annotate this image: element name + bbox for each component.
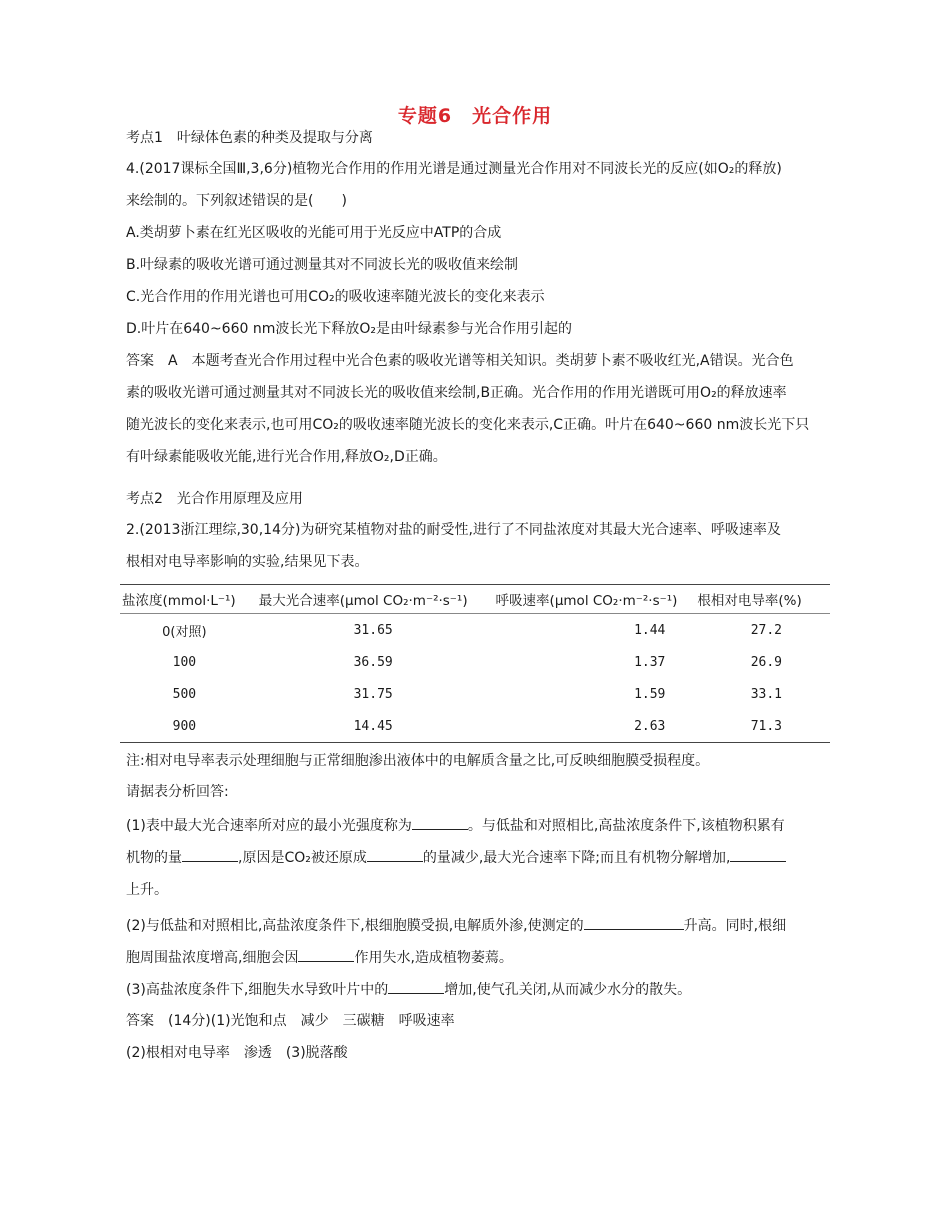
table-header-row	[120, 585, 830, 614]
results-table	[120, 584, 830, 743]
question-4-option-d: D.叶片在640~660 nm波长光下释放O₂是由叶绿素参与光合作用引起的	[126, 321, 572, 337]
question-4-answer-line1: 答案 A 本题考查光合作用过程中光合色素的吸收光谱等相关知识。类胡萝卜素不吸收红光,A错误。光合色	[126, 353, 794, 369]
question-4-option-c: C.光合作用的作用光谱也可用CO₂的吸收速率随光波长的变化来表示	[126, 289, 545, 305]
question-4-stem-line2: 来绘制的。下列叙述错误的是( )	[126, 193, 347, 209]
answer-blank[interactable]	[730, 847, 786, 862]
table-header-max-photosynthesis: 最大光合速率(μmol CO₂·m⁻²·s⁻¹)	[249, 585, 478, 614]
answer-blank[interactable]	[584, 915, 684, 930]
table-cell-salt: 100	[172, 654, 197, 670]
table-header-salt: 盐浓度(mmol·L⁻¹)	[120, 585, 249, 614]
part-1-line3: 上升。	[126, 882, 168, 898]
question-4-option-b: B.叶绿素的吸收光谱可通过测量其对不同波长光的吸收值来绘制	[126, 257, 519, 273]
table-row	[120, 614, 830, 647]
table-cell-salt: 900	[120, 710, 249, 743]
table-cell-conductivity: 26.9	[750, 654, 782, 670]
table-header-conductivity: 根相对电导率(%)	[695, 585, 830, 614]
question-2-stem-line1: 2.(2013浙江理综,30,14分)为研究某植物对盐的耐受性,进行了不同盐浓度对其最大光合速率、呼吸速率及	[126, 522, 781, 538]
part-2-line2	[126, 947, 826, 968]
answer-blank[interactable]	[367, 847, 423, 862]
question-4-answer-line2: 素的吸收光谱可通过测量其对不同波长光的吸收值来绘制,B正确。光合作用的作用光谱既可用O₂的释放速率	[126, 385, 787, 401]
question-2-answer-line1: 答案 (14分)(1)光饱和点 减少 三碳糖 呼吸速率	[126, 1013, 455, 1029]
table-cell-respiration: 1.37	[634, 654, 666, 670]
table-cell-max-photosynthesis: 31.75	[353, 686, 393, 702]
part-1-text-a: (1)表中最大光合速率所对应的最小光强度称为	[126, 818, 412, 834]
analysis-prompt: 请据表分析回答:	[126, 784, 229, 800]
page-title: 专题6 光合作用	[397, 105, 553, 127]
table-row	[120, 710, 830, 743]
table-cell-salt: 500	[172, 686, 197, 702]
answer-blank[interactable]	[412, 815, 468, 830]
section-heading-1: 考点1 叶绿体色素的种类及提取与分离	[126, 130, 373, 146]
table-row	[120, 678, 830, 710]
answer-blank[interactable]	[182, 847, 238, 862]
part-2-line1	[126, 915, 826, 936]
question-2-answer-line2: (2)根相对电导率 渗透 (3)脱落酸	[126, 1045, 348, 1061]
question-4-stem-line1: 4.(2017课标全国Ⅲ,3,6分)植物光合作用的作用光谱是通过测量光合作用对不同波长光的反应(如O₂的释放)	[126, 161, 782, 177]
part-1-text-e: 的量减少,最大光合速率下降;而且有机物分解增加,	[422, 850, 731, 866]
table-note: 注:相对电导率表示处理细胞与正常细胞渗出液体中的电解质含量之比,可反映细胞膜受损程度。	[126, 753, 710, 769]
part-3-line1	[126, 979, 826, 1000]
question-2-stem-line2: 根相对电导率影响的实验,结果见下表。	[126, 554, 369, 570]
part-2-text-b: 升高。同时,根细	[683, 918, 787, 934]
table-cell-conductivity: 71.3	[695, 710, 830, 743]
table-cell-max-photosynthesis: 36.59	[353, 654, 393, 670]
part-2-text-d: 作用失水,造成植物萎蔫。	[354, 950, 513, 966]
table-cell-respiration: 1.59	[634, 686, 666, 702]
table-row	[120, 646, 830, 678]
table-cell-respiration: 2.63	[478, 710, 696, 743]
table-cell-max-photosynthesis: 14.45	[249, 710, 478, 743]
question-4-answer-line3: 随光波长的变化来表示,也可用CO₂的吸收速率随光波长的变化来表示,C正确。叶片在640~660 nm波长光下只	[126, 417, 810, 433]
question-4-answer-line4: 有叶绿素能吸收光能,进行光合作用,释放O₂,D正确。	[126, 449, 447, 465]
part-2-text-c: 胞周围盐浓度增高,细胞会因	[126, 950, 299, 966]
question-4-option-a: A.类胡萝卜素在红光区吸收的光能可用于光反应中ATP的合成	[126, 225, 502, 241]
section-heading-2: 考点2 光合作用原理及应用	[126, 491, 303, 507]
table-cell-respiration: 1.44	[634, 622, 666, 638]
table-cell-conductivity: 33.1	[750, 686, 782, 702]
part-1-text-b: 。与低盐和对照相比,高盐浓度条件下,该植物积累有	[467, 818, 785, 834]
part-1-line1	[126, 815, 826, 836]
part-2-text-a: (2)与低盐和对照相比,高盐浓度条件下,根细胞膜受损,电解质外渗,使测定的	[126, 918, 584, 934]
table-header-respiration: 呼吸速率(μmol CO₂·m⁻²·s⁻¹)	[478, 585, 696, 614]
table-cell-max-photosynthesis: 31.65	[353, 622, 393, 638]
table-cell-salt: 0(对照)	[162, 624, 207, 640]
table-cell-conductivity: 27.2	[750, 622, 782, 638]
part-1-text-d: ,原因是CO₂被还原成	[238, 850, 367, 866]
part-1-text-c: 机物的量	[126, 850, 182, 866]
part-3-text-a: (3)高盐浓度条件下,细胞失水导致叶片中的	[126, 982, 389, 998]
answer-blank[interactable]	[388, 979, 444, 994]
part-3-text-b: 增加,使气孔关闭,从而减少水分的散失。	[444, 982, 692, 998]
part-1-line2	[126, 847, 826, 868]
answer-blank[interactable]	[298, 947, 354, 962]
